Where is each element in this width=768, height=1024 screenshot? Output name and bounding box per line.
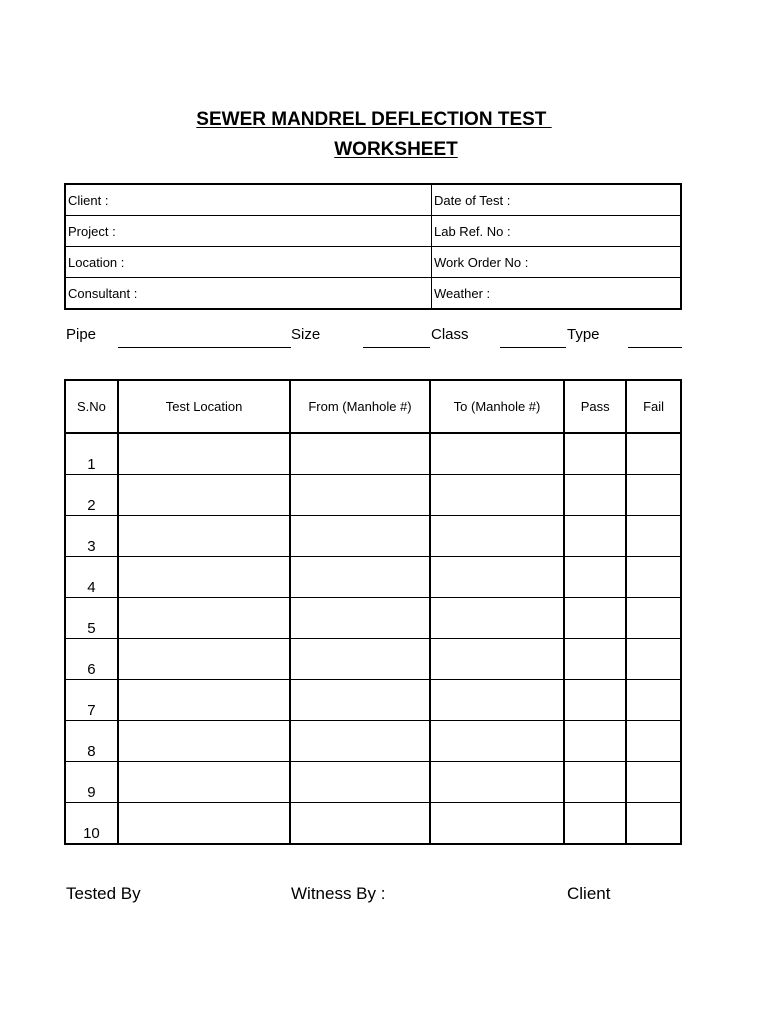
- row-sno: 4: [65, 557, 118, 598]
- row-from-manhole[interactable]: [290, 639, 430, 680]
- row-pass[interactable]: [564, 639, 626, 680]
- row-fail[interactable]: [626, 598, 681, 639]
- table-row: [65, 557, 681, 598]
- row-to-manhole[interactable]: [430, 762, 565, 803]
- row-pass[interactable]: [564, 721, 626, 762]
- test-table: [64, 379, 682, 845]
- row-to-manhole[interactable]: [430, 680, 565, 721]
- table-row: [65, 475, 681, 516]
- client-signature-label: Client: [567, 884, 611, 903]
- row-sno: 8: [65, 721, 118, 762]
- table-row: [65, 516, 681, 557]
- type-label: Type: [567, 326, 600, 343]
- table-row: [65, 803, 681, 845]
- row-test-location[interactable]: [118, 598, 290, 639]
- table-row: [65, 762, 681, 803]
- client-field[interactable]: Client :: [65, 184, 432, 216]
- row-fail[interactable]: [626, 475, 681, 516]
- row-pass[interactable]: [564, 680, 626, 721]
- row-fail[interactable]: [626, 680, 681, 721]
- row-pass[interactable]: [564, 762, 626, 803]
- row-fail[interactable]: [626, 803, 681, 845]
- row-sno: 6: [65, 639, 118, 680]
- row-fail[interactable]: [626, 721, 681, 762]
- col-header-sno: S.No: [65, 380, 118, 433]
- row-sno: 7: [65, 680, 118, 721]
- row-test-location[interactable]: [118, 639, 290, 680]
- row-fail[interactable]: [626, 433, 681, 475]
- row-from-manhole[interactable]: [290, 803, 430, 845]
- col-header-pass: Pass: [564, 380, 626, 433]
- info-row: [65, 216, 681, 247]
- col-header-test-location: Test Location: [118, 380, 290, 433]
- row-fail[interactable]: [626, 639, 681, 680]
- size-blank[interactable]: [363, 347, 430, 348]
- info-row: [65, 278, 681, 310]
- row-to-manhole[interactable]: [430, 557, 565, 598]
- row-sno: 10: [65, 803, 118, 845]
- row-test-location[interactable]: [118, 475, 290, 516]
- weather-field[interactable]: Weather :: [432, 278, 682, 310]
- row-from-manhole[interactable]: [290, 598, 430, 639]
- info-row: [65, 247, 681, 278]
- row-to-manhole[interactable]: [430, 721, 565, 762]
- row-fail[interactable]: [626, 516, 681, 557]
- title-text-1: SEWER MANDREL DEFLECTION TEST: [196, 109, 552, 130]
- row-test-location[interactable]: [118, 557, 290, 598]
- row-sno: 5: [65, 598, 118, 639]
- row-from-manhole[interactable]: [290, 721, 430, 762]
- row-pass[interactable]: [564, 598, 626, 639]
- type-blank[interactable]: [628, 347, 682, 348]
- title-line-2: [12, 139, 768, 161]
- location-field[interactable]: Location :: [65, 247, 432, 278]
- row-from-manhole[interactable]: [290, 557, 430, 598]
- row-from-manhole[interactable]: [290, 475, 430, 516]
- row-sno: 3: [65, 516, 118, 557]
- col-header-to: To (Manhole #): [430, 380, 565, 433]
- row-from-manhole[interactable]: [290, 680, 430, 721]
- title-line-1: [0, 109, 758, 131]
- project-field[interactable]: Project :: [65, 216, 432, 247]
- row-test-location[interactable]: [118, 721, 290, 762]
- row-fail[interactable]: [626, 557, 681, 598]
- title-text-2: WORKSHEET: [334, 139, 458, 160]
- table-row: [65, 680, 681, 721]
- tested-by-label: Tested By: [66, 884, 141, 903]
- date-of-test-field[interactable]: Date of Test :: [432, 184, 682, 216]
- table-row: [65, 721, 681, 762]
- row-to-manhole[interactable]: [430, 639, 565, 680]
- row-sno: 1: [65, 433, 118, 475]
- table-body: [65, 433, 681, 844]
- table-header-row: [65, 380, 681, 433]
- col-header-from: From (Manhole #): [290, 380, 430, 433]
- pipe-blank[interactable]: [118, 347, 291, 348]
- row-to-manhole[interactable]: [430, 803, 565, 845]
- row-to-manhole[interactable]: [430, 598, 565, 639]
- row-fail[interactable]: [626, 762, 681, 803]
- row-test-location[interactable]: [118, 680, 290, 721]
- table-row: [65, 433, 681, 475]
- class-blank[interactable]: [500, 347, 566, 348]
- row-pass[interactable]: [564, 433, 626, 475]
- class-label: Class: [431, 326, 469, 343]
- table-row: [65, 598, 681, 639]
- consultant-field[interactable]: Consultant :: [65, 278, 432, 310]
- row-sno: 9: [65, 762, 118, 803]
- lab-ref-field[interactable]: Lab Ref. No :: [432, 216, 682, 247]
- row-from-manhole[interactable]: [290, 433, 430, 475]
- row-test-location[interactable]: [118, 516, 290, 557]
- row-from-manhole[interactable]: [290, 516, 430, 557]
- info-row: [65, 184, 681, 216]
- row-from-manhole[interactable]: [290, 762, 430, 803]
- work-order-field[interactable]: Work Order No :: [432, 247, 682, 278]
- size-label: Size: [291, 326, 321, 343]
- row-to-manhole[interactable]: [430, 516, 565, 557]
- row-to-manhole[interactable]: [430, 475, 565, 516]
- witness-by-label: Witness By :: [291, 884, 386, 903]
- row-pass[interactable]: [564, 557, 626, 598]
- info-table: [64, 183, 682, 310]
- table-row: [65, 639, 681, 680]
- pipe-spec-row: [0, 326, 768, 350]
- row-to-manhole[interactable]: [430, 433, 565, 475]
- row-sno: 2: [65, 475, 118, 516]
- pipe-label: Pipe: [66, 326, 97, 343]
- row-test-location[interactable]: [118, 433, 290, 475]
- row-pass[interactable]: [564, 803, 626, 845]
- row-pass[interactable]: [564, 516, 626, 557]
- col-header-fail: Fail: [626, 380, 681, 433]
- row-pass[interactable]: [564, 475, 626, 516]
- row-test-location[interactable]: [118, 803, 290, 845]
- row-test-location[interactable]: [118, 762, 290, 803]
